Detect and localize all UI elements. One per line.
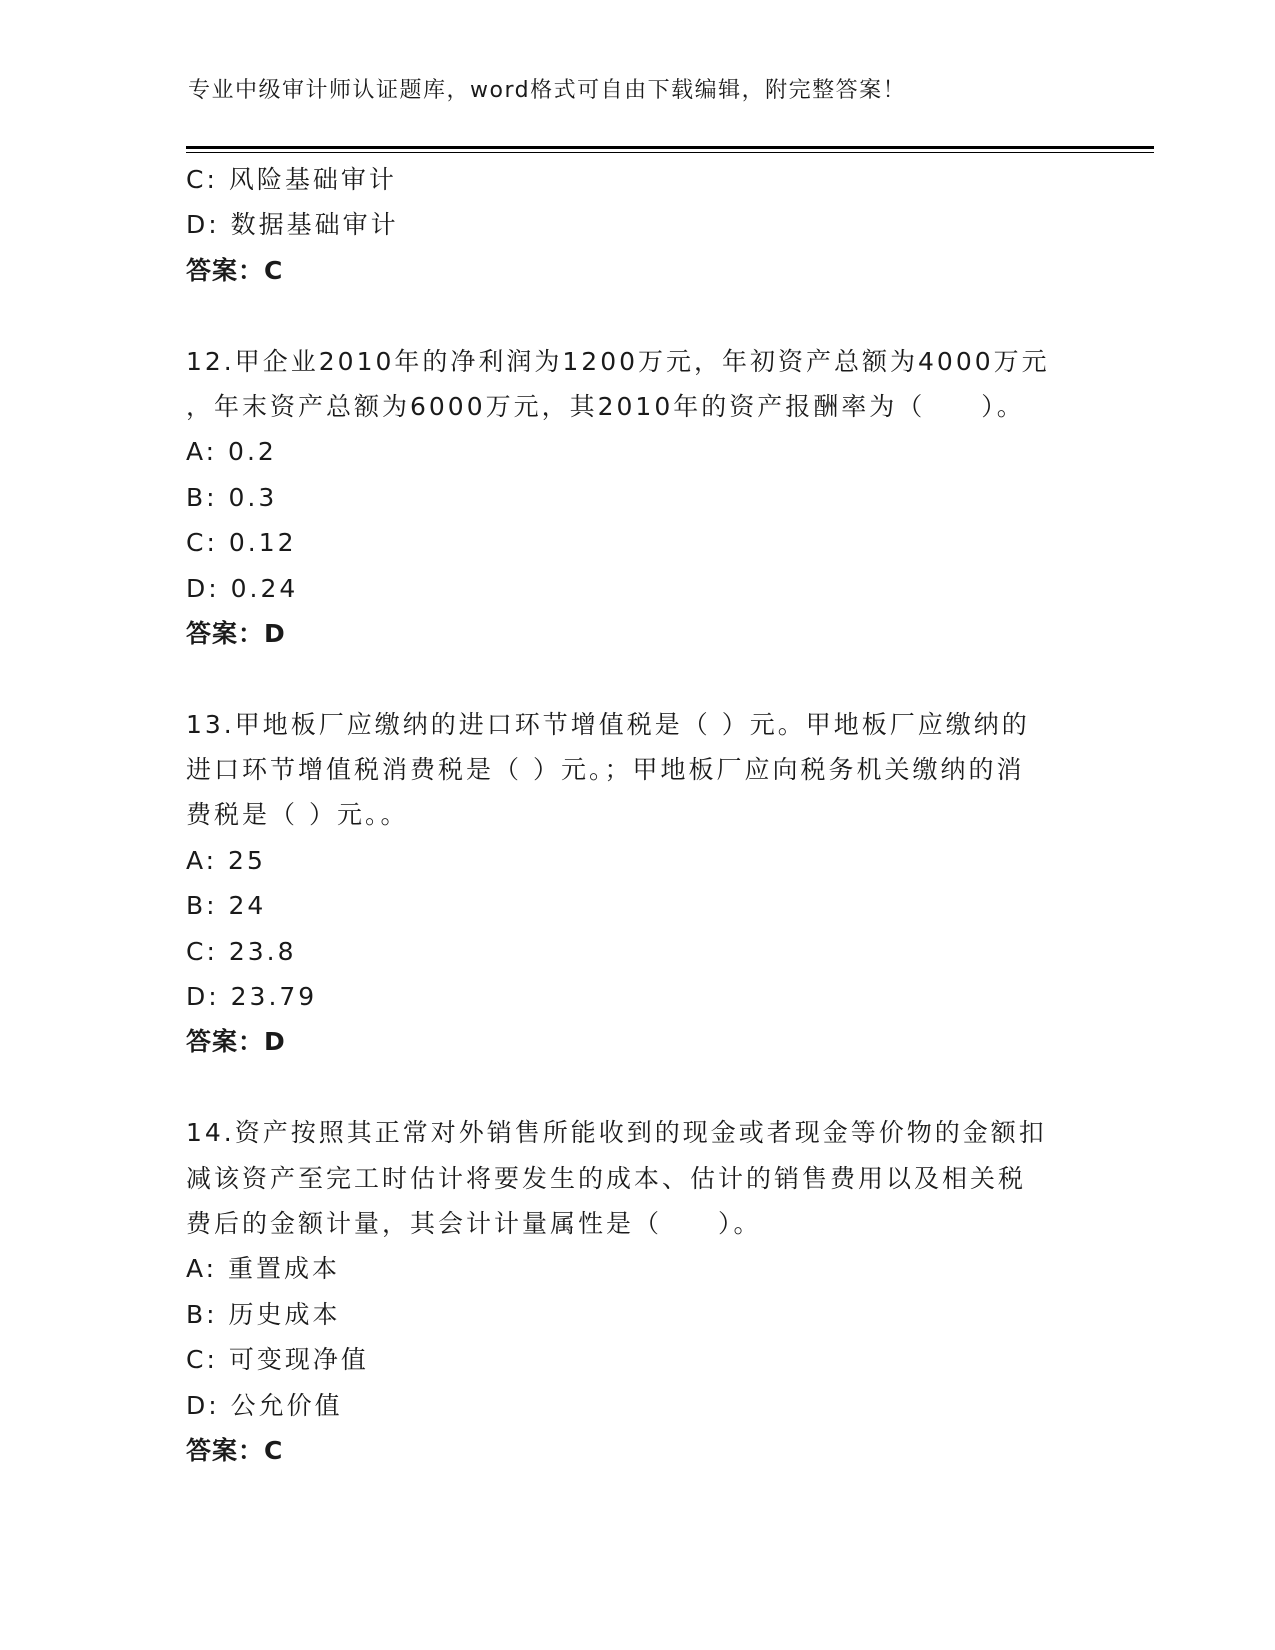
option-label: B: — [186, 1299, 218, 1329]
question-text-line: 减该资产至完工时估计将要发生的成本、估计的销售费用以及相关税 — [186, 1163, 1027, 1193]
question-12 — [186, 339, 1086, 657]
question-14 — [186, 1110, 1086, 1473]
option-text: 0.24 — [230, 573, 299, 603]
answer-line: 答案：D — [186, 618, 286, 648]
answer-line: 答案：D — [186, 1027, 286, 1057]
option-a — [186, 838, 1086, 883]
question-text-line: 进口环节增值税消费税是（ ）元。；甲地板厂应向税务机关缴纳的消 — [186, 755, 1025, 785]
spacer — [186, 656, 1086, 701]
option-label: D: — [186, 1390, 220, 1420]
option-text: 0.12 — [228, 528, 297, 558]
question-text-line: 费税是（ ）元。。 — [186, 800, 409, 830]
option-a — [186, 1246, 1086, 1291]
option-d — [186, 974, 1086, 1019]
option-text: 24 — [228, 891, 267, 921]
prev-question — [186, 157, 1086, 293]
option-d — [186, 566, 1086, 611]
option-b — [186, 1292, 1086, 1337]
option-label: A: — [186, 437, 218, 467]
option-c — [186, 157, 1086, 202]
answer-line: 答案：C — [186, 255, 284, 285]
header-divider-thin — [186, 152, 1154, 153]
option-label: B: — [186, 482, 218, 512]
option-text: 25 — [228, 845, 266, 875]
option-text: 重置成本 — [228, 1254, 341, 1284]
option-c — [186, 929, 1086, 974]
option-label: A: — [186, 1254, 218, 1284]
question-text-line: 12.甲企业2010年的净利润为1200万元，年初资产总额为4000万元 — [186, 346, 1050, 376]
option-b — [186, 883, 1086, 928]
option-text: 23.8 — [228, 936, 297, 966]
option-text: 公允价值 — [230, 1390, 343, 1420]
question-text-line: 13.甲地板厂应缴纳的进口环节增值税是（ ）元。甲地板厂应缴纳的 — [186, 709, 1030, 739]
spacer — [186, 293, 1086, 338]
question-text-line: 费后的金额计量，其会计计量属性是（ ）。 — [186, 1208, 762, 1238]
question-content — [186, 157, 1086, 1473]
option-label: C: — [186, 936, 218, 966]
option-text: 0.3 — [228, 482, 278, 512]
question-13 — [186, 702, 1086, 1065]
option-label: C: — [186, 165, 218, 194]
option-label: D: — [186, 573, 220, 603]
option-d — [186, 1383, 1086, 1428]
option-text: 23.79 — [230, 982, 318, 1012]
option-c — [186, 1337, 1086, 1382]
option-text: 0.2 — [228, 437, 277, 467]
option-a — [186, 429, 1086, 474]
option-d — [186, 202, 1086, 247]
option-text: 可变现净值 — [228, 1345, 369, 1375]
header-divider — [186, 146, 1154, 149]
question-text-line: 14.资产按照其正常对外销售所能收到的现金或者现金等价物的金额扣 — [186, 1118, 1047, 1148]
option-label: A: — [186, 845, 218, 875]
answer-line: 答案：C — [186, 1435, 284, 1465]
question-text-line: ，年末资产总额为6000万元，其2010年的资产报酬率为（ ）。 — [186, 391, 1025, 421]
option-label: C: — [186, 1345, 218, 1375]
option-c — [186, 520, 1086, 565]
option-text: 历史成本 — [228, 1299, 341, 1329]
option-b — [186, 475, 1086, 520]
option-label: B: — [186, 891, 218, 921]
spacer — [186, 1065, 1086, 1110]
option-text: 风险基础审计 — [228, 165, 397, 194]
option-label: C: — [186, 528, 218, 558]
option-label: D: — [186, 982, 220, 1012]
option-label: D: — [186, 210, 220, 240]
option-text: 数据基础审计 — [230, 210, 399, 240]
page-header: 专业中级审计师认证题库，word格式可自由下载编辑，附完整答案！ — [188, 78, 907, 103]
